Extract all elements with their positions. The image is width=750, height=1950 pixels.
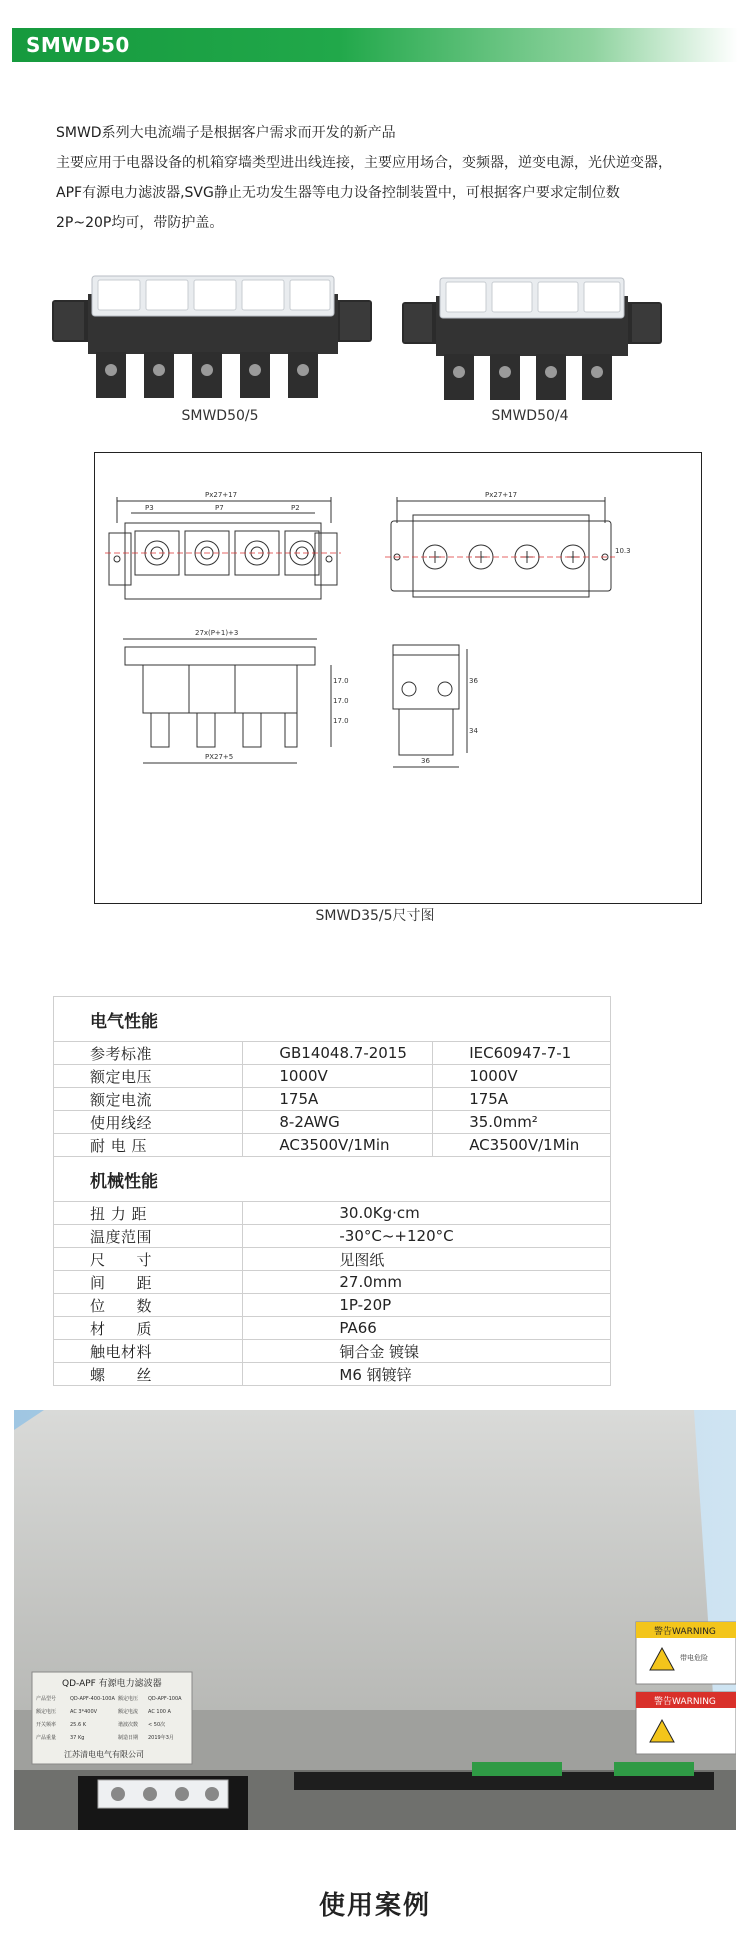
application-photo — [14, 1410, 736, 1830]
technical-drawing — [95, 453, 700, 902]
spec-value: -30°C~+120°C — [243, 1225, 611, 1248]
spec-name: 触电材料 — [54, 1340, 243, 1363]
product-title: SMWD50 — [26, 33, 130, 57]
intro-line: 2P~20P均可，带防护盖。 — [56, 215, 224, 231]
table-row — [54, 1317, 611, 1340]
spec-name: 尺 寸 — [54, 1248, 243, 1271]
table-row — [54, 1294, 611, 1317]
dim-h2: 17.0 — [333, 697, 349, 705]
nameplate-cell: 2019年3月 — [148, 1735, 174, 1741]
table-row — [54, 1065, 611, 1088]
spec-name: 间 距 — [54, 1271, 243, 1294]
spec-value: 175A — [243, 1088, 433, 1111]
spec-name: 额定电流 — [54, 1088, 243, 1111]
table-row — [54, 1111, 611, 1134]
dim-side: 10.3 — [615, 547, 631, 555]
nameplate-cell: < 50次 — [148, 1722, 166, 1728]
spec-value: 175A — [433, 1088, 611, 1111]
dim-36b: 36 — [421, 757, 430, 765]
electrical-heading-row — [54, 997, 611, 1042]
dim-h3: 17.0 — [333, 717, 349, 725]
spec-value: GB14048.7-2015 — [243, 1042, 433, 1065]
table-row — [54, 1248, 611, 1271]
nameplate-cell: 额定电压 — [36, 1709, 57, 1715]
nameplate-cell: 产品重量 — [36, 1735, 57, 1741]
drawing-caption: SMWD35/5尺寸图 — [315, 908, 435, 924]
intro-text — [56, 118, 716, 238]
spec-name: 参考标准 — [54, 1042, 243, 1065]
nameplate-cell: 37 Kg — [70, 1735, 85, 1741]
product-image-5p — [52, 272, 372, 402]
nameplate-cell: 25.6 K — [70, 1722, 87, 1728]
spec-value: 1000V — [243, 1065, 433, 1088]
spec-value: IEC60947-7-1 — [433, 1042, 611, 1065]
product-label-4p: SMWD50/4 — [491, 408, 569, 424]
dimension-drawing — [94, 452, 702, 904]
spec-value: AC3500V/1Min — [243, 1134, 433, 1157]
mechanical-heading: 机械性能 — [54, 1157, 611, 1202]
nameplate-cell: 额定电压 — [118, 1696, 139, 1702]
intro-line: APF有源电力滤波器,SVG静止无功发生器等电力设备控制装置中，可根据客户要求定制位数 — [56, 185, 620, 201]
spec-value: 1000V — [433, 1065, 611, 1088]
dim-p2: P2 — [291, 504, 300, 512]
spec-value: 1P-20P — [243, 1294, 611, 1317]
spec-name: 耐 电 压 — [54, 1134, 243, 1157]
dim-bottom-base: PX27+5 — [205, 753, 234, 761]
dim-34: 34 — [469, 727, 478, 735]
dim-h1: 17.0 — [333, 677, 349, 685]
table-row — [54, 1134, 611, 1157]
spec-table — [53, 996, 611, 1386]
spec-value: 30.0Kg·cm — [243, 1202, 611, 1225]
spec-name: 螺 丝 — [54, 1363, 243, 1386]
spec-value: 8-2AWG — [243, 1111, 433, 1134]
dim-p7: P7 — [215, 504, 224, 512]
spec-value: 27.0mm — [243, 1271, 611, 1294]
electrical-heading: 电气性能 — [54, 997, 611, 1042]
table-row — [54, 1271, 611, 1294]
nameplate-cell: QD-APF-100A — [148, 1696, 182, 1702]
case-title: 使用案例 — [318, 1891, 431, 1921]
spec-name: 使用线经 — [54, 1111, 243, 1134]
dim-top-left: Px27+17 — [205, 491, 238, 499]
spec-name: 材 质 — [54, 1317, 243, 1340]
spec-value: PA66 — [243, 1317, 611, 1340]
mechanical-heading-row — [54, 1157, 611, 1202]
table-row — [54, 1042, 611, 1065]
intro-line: 主要应用于电器设备的机箱穿墙类型进出线连接，主要应用场合，变频器，逆变电源，光伏逆变器， — [56, 155, 672, 171]
nameplate-cell: AC 100 A — [148, 1709, 171, 1715]
spec-name: 温度范围 — [54, 1225, 243, 1248]
table-row — [54, 1088, 611, 1111]
dim-p3: P3 — [145, 504, 154, 512]
warning-label-2: 警告WARNING — [654, 1697, 716, 1707]
nameplate-title: QD-APF 有源电力滤波器 — [62, 1679, 162, 1689]
intro-line: SMWD系列大电流端子是根据客户需求而开发的新产品 — [56, 125, 396, 141]
spec-name: 位 数 — [54, 1294, 243, 1317]
nameplate-cell: 制造日期 — [118, 1735, 139, 1741]
manufacturer: 江苏清电电气有限公司 — [64, 1750, 144, 1759]
spec-value: 见图纸 — [243, 1248, 611, 1271]
nameplate-cell: QD-APF-400-100A — [70, 1696, 115, 1702]
nameplate-cell: 谐波次数 — [118, 1722, 139, 1728]
spec-name: 额定电压 — [54, 1065, 243, 1088]
table-row — [54, 1202, 611, 1225]
warning-label-1: 警告WARNING — [654, 1627, 716, 1637]
product-label-5p: SMWD50/5 — [181, 408, 259, 424]
dim-36a: 36 — [469, 677, 478, 685]
spec-value: 铜合金 镀镍 — [243, 1340, 611, 1363]
dim-bottom-left: 27x(P+1)+3 — [195, 629, 239, 637]
nameplate-cell: AC 3*400V — [70, 1709, 98, 1715]
table-row — [54, 1225, 611, 1248]
nameplate-cell: 开关频率 — [36, 1722, 57, 1728]
spec-value: M6 钢镀锌 — [243, 1363, 611, 1386]
warning-label-1-sub: 带电危险 — [680, 1654, 708, 1662]
dim-top-right: Px27+17 — [485, 491, 518, 499]
header-banner — [12, 28, 738, 62]
spec-value: AC3500V/1Min — [433, 1134, 611, 1157]
spec-value: 35.0mm² — [433, 1111, 611, 1134]
table-row — [54, 1363, 611, 1386]
nameplate-cell: 额定电流 — [118, 1709, 139, 1715]
nameplate-cell: 产品型号 — [36, 1696, 57, 1702]
product-image-4p — [402, 276, 662, 402]
table-row — [54, 1340, 611, 1363]
spec-name: 扭 力 距 — [54, 1202, 243, 1225]
